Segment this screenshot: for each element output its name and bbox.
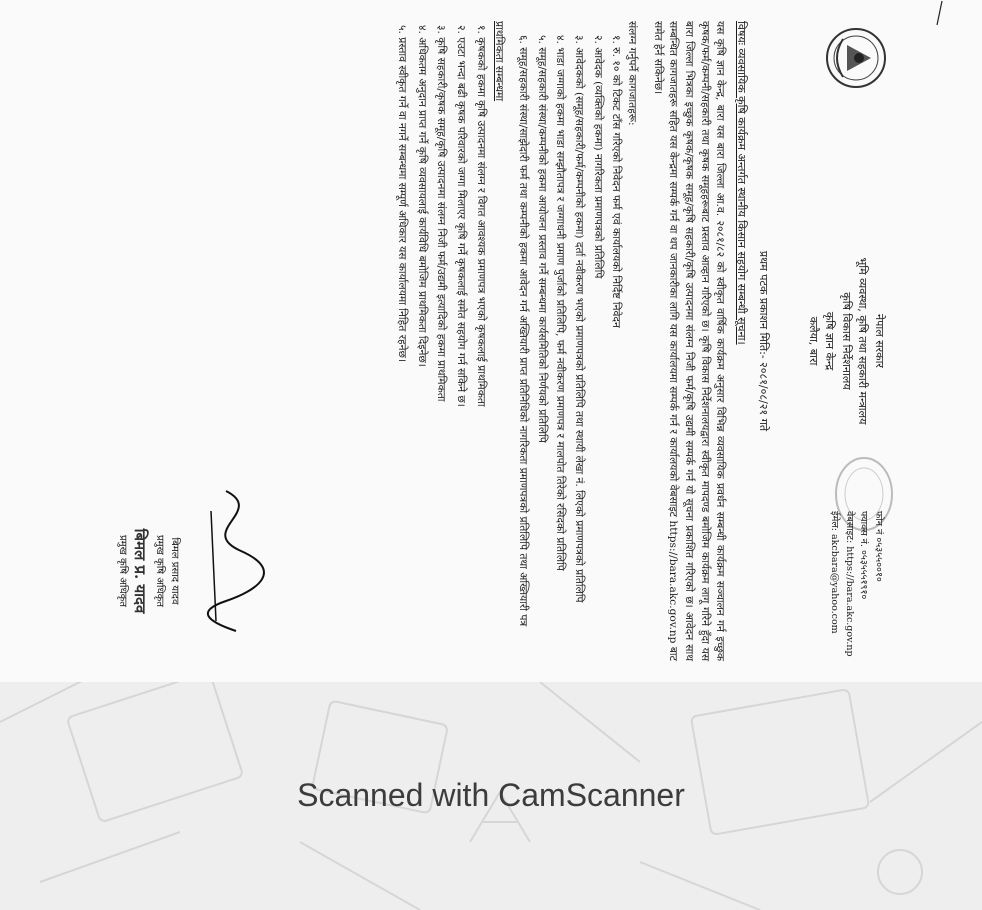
attachment-item: ३. आवेदकको (समूह/सहकारी/फर्म/कम्पनीको हकमा) दर्ता नवीकरण भएको प्रमाणपत्रको प्रतिलिपि तथा स्थायी लेखा नं. लिएको प्रमाणपत्रको प्रतिलिपि <box>573 35 586 603</box>
rotated-notice-page <box>91 21 891 661</box>
priority-heading: प्राथमिकता सम्बन्धमा <box>493 21 506 102</box>
attachments-list <box>514 21 623 661</box>
stamp-title: बिमल प्र. यादव <box>131 528 150 614</box>
contact-email: ईमेल: akcbara@yahoo.com <box>828 511 840 634</box>
center-name: कृषि ज्ञान केन्द्र <box>823 311 837 371</box>
attachment-item: ६. समूह/सहकारी संस्था/साझेदारी फर्म तथा कम्पनीको हकमा आवेदन गर्न अख्तियारी प्राप्त प्रतिनिधिको नागरिकता प्रमाणपत्रको प्रतिलिपि तथा अख्तियारी पत्र <box>517 35 530 627</box>
attachment-item: १. रु. १० को टिकट टाँस गरिएको निवेदन फर्म एवं कार्यालयको निर्दिष्ट निवेदन <box>610 35 623 328</box>
notice-subject: विषयः व्यवसायिक कृषि कार्यक्रम अन्तर्गत स्थानीय किसान सहयोग सम्बन्धी सूचना। <box>734 21 748 345</box>
contact-info <box>826 511 885 661</box>
nepal-emblem-icon <box>823 25 889 91</box>
priority-item: १. कृषकको हकमा कृषि उत्पादनमा संलग्न र विगत आवश्यक प्रमाणपत्र भएको कृषकलाई प्राथमिकता <box>474 25 487 407</box>
office-location: कलैया, बारा <box>807 316 820 366</box>
notice-body: यस कृषि ज्ञान केन्द्र, बारा यस बारा जिल्ला आ.व. २०८१/८२ को स्वीकृत वार्षिक कार्यक्रम अनुसार विभिन्न व्यवसायिक प्रवर्धन सम्बन्धी कार्यक्रम सञ्चालन गर्न इच्छुक कृषक/फर्म/कम्पनी/सहकारी तथा कृषक समूहहरूबाट प्रस्ताव आव्हान गरिएको छ। कृषि विकास निर्देशनालयद्वारा स्वीकृत मापदण्ड बमोजिम कार्यक्रम लागू गरिने हुँदा यस बारा जिल्ला भित्रका इच्छुक कृषक/कृषक समूह/कृषि सहकारी/कृषि उत्पादनमा संलग्न निजी फर्म/कृषि उद्यमी सम्पर्क गर्न यो सूचना प्रकाशित गरिएको छ। आवेदन साथ सम्बन्धित कागजातहरू सहित यस केन्द्रमा सम्पर्क गर्न वा थप जानकारीका लागि यस कार्यालयमा सम्पर्क गर्न र कार्यालयको वेबसाइट https://bara.akc.gov.np बाट समेत हेर्न सकिनेछ। <box>651 21 727 661</box>
letterhead <box>773 21 891 661</box>
attachment-item: २. आवेदक (व्यक्तिको हकमा) नागरिकता प्रमाणपत्रको प्रतिलिपि <box>591 35 604 279</box>
signature-stamp <box>114 481 181 661</box>
camscanner-watermark-text: Scanned with CamScanner <box>297 777 685 813</box>
signer-name-line: बिमल प्रसाद यादव <box>169 537 180 605</box>
priority-item: ५. प्रस्ताव स्वीकृत गर्ने वा नगर्ने सम्बन्धमा सम्पूर्ण अधिकार यस कार्यालयमा निहित रहनेछ। <box>396 25 409 362</box>
ministry-name: भूमि व्यवस्था, कृषि तथा सहकारी मन्त्रालय <box>856 257 870 425</box>
pen-mark <box>934 0 944 26</box>
priority-item: २. एउटा भन्दा बढी कृषक परिवारको जग्गा मिलाएर कृषि गर्ने कृषकलाई समेत सहयोग गर्न सकिने छ। <box>455 25 468 407</box>
contact-website: वेबसाइट: https://bara.akc.gov.np <box>843 511 855 657</box>
priority-list <box>393 21 487 661</box>
handwritten-signature <box>176 481 296 641</box>
directorate-name: कृषि विकास निर्देशनालय <box>840 292 853 390</box>
attachment-item: ४. भाडा जग्गाको हकमा भाडा सम्झौतापत्र र जग्गाधनी प्रमाण पुर्जाको प्रतिलिपि, फर्म नवीकरण प्रमाणपत्र र मालपोत तिरेको रसिदको प्रतिलिपि <box>554 35 567 571</box>
stamp-subtitle: प्रमुख कृषि अधिकृत <box>117 534 129 608</box>
notice-publish-date: प्रथम पटक प्रकाशन मिति:- २०८१/०८/२१ गते <box>757 250 770 432</box>
priority-item: ३. कृषि सहकारी/कृषक समूह/कृषि उत्पादनमा संलग्न निजी फर्म/उद्यमी इत्यादिको हकमा प्राथमिकता <box>435 25 448 402</box>
attachment-item: ५. समूह/सहकारी संस्था/कम्पनीको हकमा आयोजना प्रस्ताव गर्ने सम्बन्धमा कार्यसमितिको निर्णयको प्रतिलिपि <box>535 35 548 443</box>
contact-phone: फोन नं ०५३५५००१० <box>873 511 884 582</box>
attachments-heading: संलग्न गर्नुपर्ने कागजातहरू: <box>626 21 639 126</box>
priority-item: ४. अधिकतम अनुदान प्राप्त गर्ने कृषि व्यवसायलाई कार्यविधि बमोजिम प्राथमिकता दिइनेछ। <box>415 25 428 367</box>
signer-role-line: प्रमुख कृषि अधिकृत <box>154 534 166 608</box>
gov-name: नेपाल सरकार <box>873 314 886 368</box>
contact-fax: फ्याक्स नं. ०५३५५५१९१० <box>858 511 870 600</box>
